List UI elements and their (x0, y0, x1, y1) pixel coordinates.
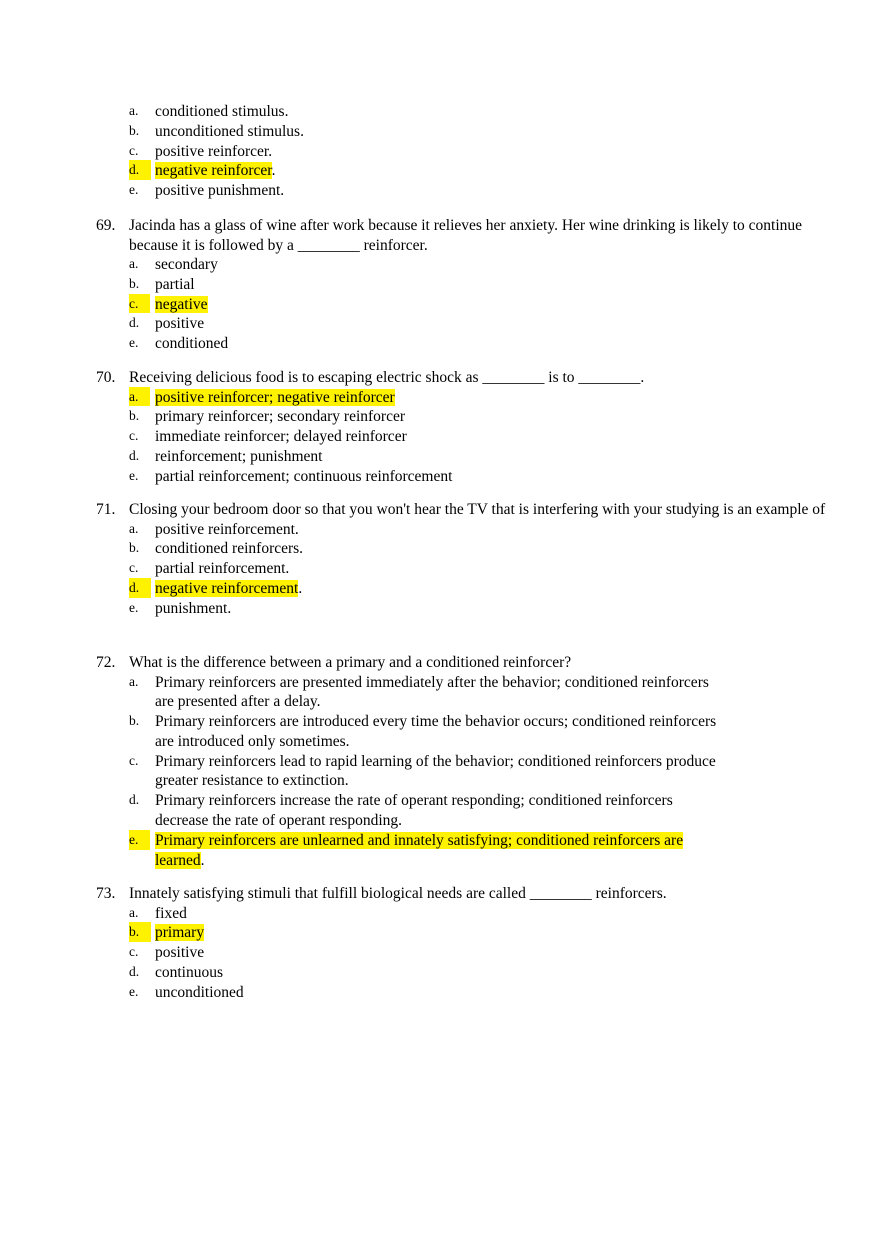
question-text: What is the difference between a primary and a conditioned reinforcer? (129, 654, 572, 671)
option-text: fixed (155, 904, 187, 922)
option-c-correct (96, 295, 836, 315)
option-text: immediate reinforcer; delayed reinforcer (155, 428, 407, 446)
option-letter: e. (129, 830, 150, 850)
option-letter: c. (129, 428, 139, 444)
question-stem (96, 368, 836, 388)
option-c (96, 943, 836, 963)
option-a (96, 520, 836, 540)
option-letter: b. (129, 408, 140, 424)
option-letter: e. (129, 599, 139, 615)
option-text: positive punishment. (155, 182, 285, 200)
option-b (96, 712, 836, 752)
question-number: 69. (96, 217, 116, 234)
option-letter: e. (129, 467, 139, 483)
question-stem (96, 884, 836, 904)
question-number: 73. (96, 885, 116, 902)
option-text: positive (155, 315, 205, 333)
option-letter: d. (129, 792, 140, 808)
option-text: Primary reinforcers are presented immediately after the behavior; conditioned reinforcers are presented after a delay. (155, 673, 709, 711)
option-text-highlighted: positive reinforcer; negative reinforcer (155, 388, 395, 406)
option-e-correct (96, 831, 836, 871)
option-text: secondary (155, 256, 218, 273)
question-text: Closing your bedroom door so that you won't hear the TV that is interfering with your studying is an example of (129, 501, 826, 518)
option-b (96, 122, 836, 142)
option-b (96, 539, 836, 559)
question-68-continuation (96, 102, 836, 201)
question-number: 71. (96, 501, 116, 518)
option-text-highlighted: negative reinforcer (155, 162, 272, 180)
option-text: reinforcement; punishment (155, 447, 323, 465)
option-text-highlighted: negative (155, 295, 208, 313)
question-text: Receiving delicious food is to escaping electric shock as ________ is to ________. (129, 369, 645, 386)
option-letter: d. (129, 160, 151, 180)
option-a-correct (96, 388, 836, 408)
option-e (96, 983, 836, 1003)
option-e (96, 599, 836, 619)
option-e (96, 181, 836, 201)
option-letter: b. (129, 275, 140, 291)
option-text: conditioned stimulus. (155, 103, 289, 120)
question-number: 70. (96, 369, 116, 386)
question-72 (96, 653, 836, 870)
option-suffix: . (298, 579, 303, 597)
question-70 (96, 368, 836, 486)
option-list (96, 904, 836, 1003)
option-letter: d. (129, 578, 151, 598)
option-e (96, 467, 836, 487)
question-stem (96, 216, 836, 255)
option-letter: a. (129, 256, 139, 271)
option-letter: d. (129, 315, 140, 331)
option-letter: d. (129, 447, 140, 463)
option-letter: c. (129, 752, 139, 768)
option-d (96, 314, 836, 334)
option-text: positive reinforcement. (155, 520, 299, 538)
option-text: partial reinforcement. (155, 560, 290, 578)
option-text: conditioned (155, 335, 229, 353)
option-text: conditioned reinforcers. (155, 540, 304, 558)
option-letter: a. (129, 103, 139, 118)
question-text: Jacinda has a glass of wine after work because it relieves her anxiety. Her wine drinking is likely to continue because it is followed by a ________ reinforcer. (129, 217, 803, 254)
option-e (96, 334, 836, 354)
option-text: partial reinforcement; continuous reinforcement (155, 467, 453, 485)
option-suffix: . (200, 851, 205, 869)
option-letter: c. (129, 944, 139, 960)
option-letter: a. (129, 520, 139, 536)
option-letter: c. (129, 142, 139, 158)
option-a (96, 904, 836, 924)
option-letter: a. (129, 673, 139, 689)
option-list (96, 388, 836, 487)
option-text: continuous (155, 963, 224, 981)
option-a (96, 255, 836, 275)
option-letter: c. (129, 294, 150, 314)
option-d (96, 791, 836, 831)
question-73 (96, 884, 836, 1002)
option-c (96, 427, 836, 447)
option-b (96, 407, 836, 427)
option-list (96, 255, 836, 354)
option-text: Primary reinforcers lead to rapid learning of the behavior; conditioned reinforcers produce greater resistance to extinction. (155, 752, 716, 790)
option-d (96, 447, 836, 467)
option-letter: b. (129, 713, 140, 729)
option-letter: e. (129, 335, 139, 351)
option-c (96, 142, 836, 162)
option-c (96, 559, 836, 579)
option-text: Primary reinforcers are introduced every time the behavior occurs; conditioned reinforcers are introduced only sometimes. (155, 713, 717, 750)
option-text-highlighted: Primary reinforcers are unlearned and innately satisfying; conditioned reinforcers are learned (155, 831, 684, 869)
option-list (96, 102, 836, 201)
option-b-correct (96, 923, 836, 943)
option-text-highlighted: negative reinforcement (155, 579, 299, 597)
option-text: unconditioned (155, 983, 244, 1001)
option-text: partial (155, 275, 195, 293)
option-letter: a. (129, 904, 139, 920)
option-text: positive reinforcer. (155, 142, 273, 160)
option-a (96, 673, 836, 713)
option-d (96, 963, 836, 983)
option-suffix: . (271, 162, 276, 180)
option-text: Primary reinforcers increase the rate of operant responding; conditioned reinforcers decrease the rate of operant responding. (155, 792, 673, 830)
option-a (96, 102, 836, 122)
option-letter: b. (129, 540, 140, 556)
question-number: 72. (96, 654, 116, 671)
question-text: Innately satisfying stimuli that fulfill biological needs are called ________ reinforcers. (129, 885, 667, 902)
option-letter: b. (129, 922, 151, 942)
option-list (96, 520, 836, 619)
option-d-correct (96, 579, 836, 599)
option-text: punishment. (155, 599, 232, 617)
option-c (96, 752, 836, 792)
option-letter: c. (129, 560, 139, 576)
option-letter: e. (129, 182, 139, 198)
option-d-correct (96, 161, 836, 181)
option-text: positive (155, 944, 205, 962)
option-letter: d. (129, 963, 140, 979)
option-text: primary reinforcer; secondary reinforcer (155, 408, 406, 426)
option-b (96, 275, 836, 295)
option-list (96, 673, 836, 871)
question-71 (96, 500, 836, 618)
question-69 (96, 216, 836, 354)
option-letter: a. (129, 387, 150, 407)
option-text-highlighted: primary (155, 924, 205, 942)
option-letter: e. (129, 983, 139, 999)
option-text: unconditioned stimulus. (155, 122, 304, 140)
option-letter: b. (129, 122, 140, 138)
question-stem (96, 653, 836, 673)
question-stem (96, 500, 836, 520)
